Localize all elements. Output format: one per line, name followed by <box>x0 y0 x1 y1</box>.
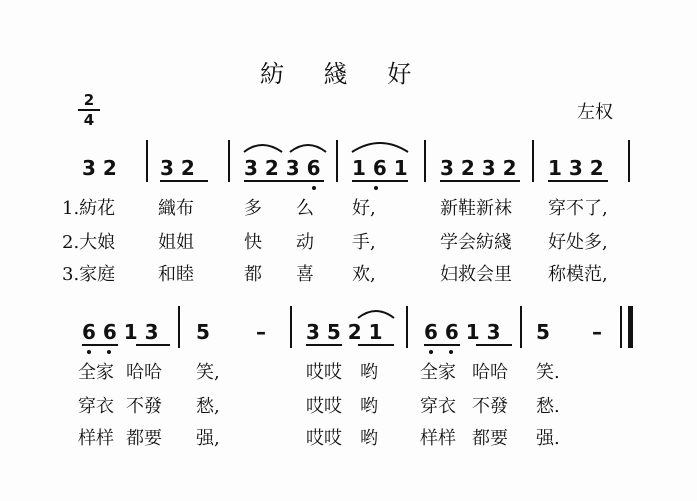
slur <box>352 143 408 152</box>
lyric: 全家 <box>78 362 114 383</box>
slur <box>358 311 394 318</box>
lyric: 妇救会里 <box>440 264 512 285</box>
lyric: 笑. <box>536 362 560 383</box>
measure-8-notes: 5 <box>196 320 210 344</box>
measure-5-notes: 3 2 3 2 <box>440 156 517 180</box>
sustain-dash: – <box>592 320 602 344</box>
lyric: 哟 <box>360 428 378 449</box>
slur <box>244 145 282 152</box>
lyric: 2.大娘 <box>62 232 116 253</box>
lyric: 都要 <box>472 428 508 449</box>
lyric: 动 <box>296 232 314 253</box>
lyric: 穿不了, <box>548 198 608 219</box>
lyric: 学会紡綫 <box>440 232 512 253</box>
lyric: 喜 <box>296 264 314 285</box>
measure-10-notes: 6 6 1 3 <box>424 320 501 344</box>
lyric: 好处多, <box>548 232 608 253</box>
lyric: 都 <box>244 264 262 285</box>
slur <box>290 145 326 152</box>
song-title: 紡 綫 好 <box>260 60 428 88</box>
lyric: 愁. <box>536 396 560 417</box>
lyric: 1.紡花 <box>62 198 116 219</box>
lyric: 不發 <box>472 396 508 417</box>
lyric: 哎哎 <box>306 396 342 417</box>
lyric: 快 <box>244 232 262 253</box>
lyric: 哎哎 <box>306 362 342 383</box>
measure-7-notes: 6 6 1 3 <box>82 320 159 344</box>
lyric: 笑, <box>196 362 220 383</box>
lyric: 愁, <box>196 396 220 417</box>
measure-4-notes: 1 6 1 <box>352 156 408 180</box>
lyric: 样样 <box>78 428 114 449</box>
measure-9-notes: 3 5 2 1 <box>306 320 383 344</box>
lyric: 哈哈 <box>472 362 508 383</box>
lyric: 哈哈 <box>126 362 162 383</box>
lyric: 哎哎 <box>306 428 342 449</box>
lyric: 哟 <box>360 396 378 417</box>
lyric: 全家 <box>420 362 456 383</box>
lyric: 强. <box>536 428 560 449</box>
measure-11-notes: 5 <box>536 320 550 344</box>
lyric: 欢, <box>352 264 376 285</box>
lyric: 好, <box>352 198 376 219</box>
measure-2-notes: 3 2 <box>160 156 195 180</box>
lyric: 多 <box>244 198 262 219</box>
lyric: 手, <box>352 232 376 253</box>
lyric: 姐姐 <box>158 232 194 253</box>
measure-6-notes: 1 3 2 <box>548 156 604 180</box>
lyric: 都要 <box>126 428 162 449</box>
lyric: 新鞋新袜 <box>440 198 512 219</box>
composer-name: 左权 <box>577 102 613 123</box>
lyric: 3.家庭 <box>62 264 116 285</box>
lyric: 不發 <box>126 396 162 417</box>
measure-1-notes: 3 2 <box>82 156 117 180</box>
lyric: 哟 <box>360 362 378 383</box>
lyric: 和睦 <box>158 264 194 285</box>
lyric: 么 <box>296 198 314 219</box>
lyric: 織布 <box>158 198 194 219</box>
lyric: 样样 <box>420 428 456 449</box>
time-signature-top: 2 <box>83 91 95 109</box>
measure-3-notes: 3 2 3 6 <box>244 156 321 180</box>
lyric: 穿衣 <box>78 396 114 417</box>
lyric: 强, <box>196 428 220 449</box>
lyric: 穿衣 <box>420 396 456 417</box>
lyric: 称模范, <box>548 264 608 285</box>
sustain-dash: – <box>256 320 266 344</box>
time-signature-bottom: 4 <box>83 111 95 129</box>
